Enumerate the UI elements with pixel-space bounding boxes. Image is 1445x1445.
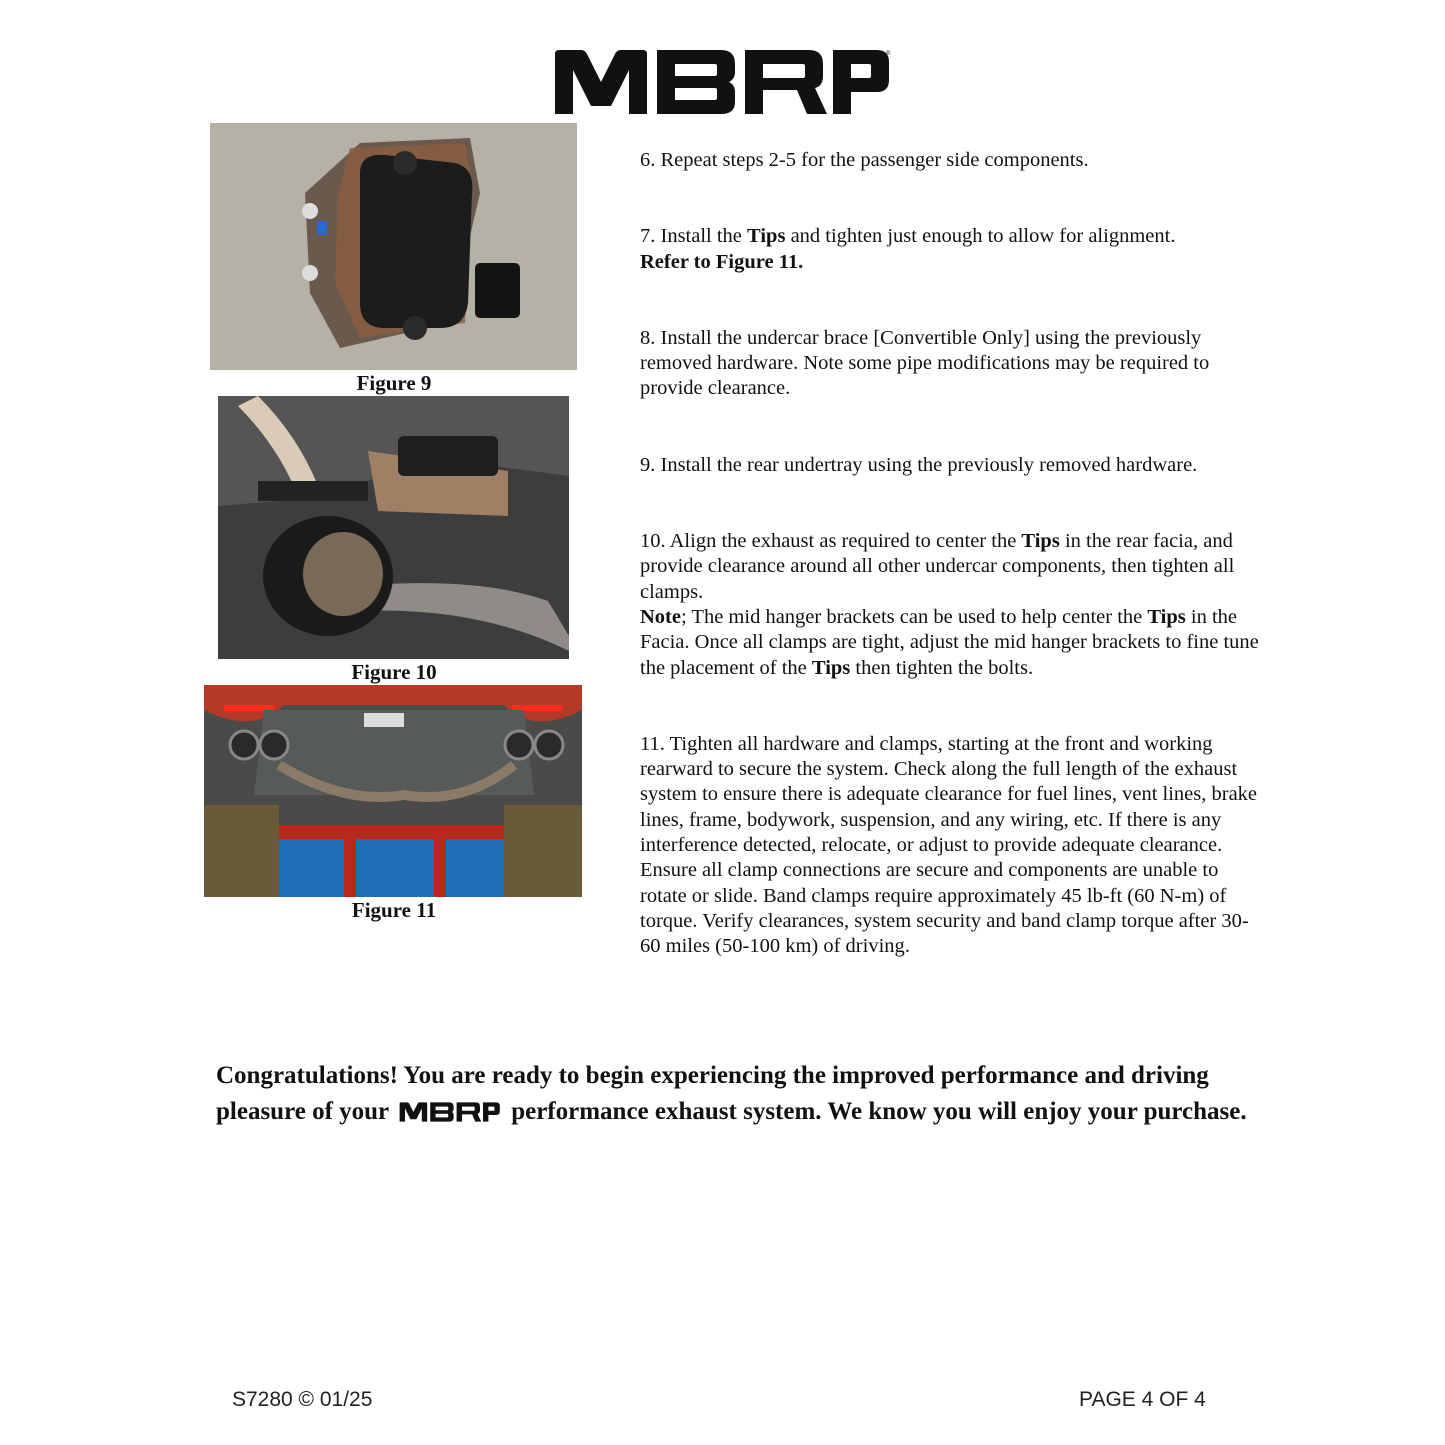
figure-11-caption: Figure 11 <box>351 898 437 922</box>
closing-message: Congratulations! You are ready to begin experiencing the improved performance and driving pleasure of your performance exhaust system. We know you will enjoy your purchase. <box>216 1062 1247 1125</box>
figure-10-photo <box>218 396 569 659</box>
figure-11-photo <box>204 685 582 897</box>
document-code: S7280 © 01/25 <box>232 1388 373 1411</box>
step-9: 9. Install the rear undertray using the previously removed hardware. <box>640 453 1198 476</box>
figure-9-photo <box>210 123 577 370</box>
svg-text:®: ® <box>886 51 891 57</box>
step-8: 8. Install the undercar brace [Convertible Only] using the previously removed hardware. Note some pipe modifications may be required to provide clearance. <box>640 326 1210 400</box>
installation-steps <box>640 148 1260 960</box>
step-10: 10. Align the exhaust as required to center the Tips in the rear facia, and provide clearance around all other undercar components, then tighten all clamps. Note; The mid hanger brackets can be used to help center the Tips in the Facia. Once all clamps are tight, adjust the mid hanger brackets to fine tune the placement of the Tips then tighten the bolts. <box>640 530 1259 679</box>
figure-10-caption: Figure 10 <box>351 660 437 684</box>
figure-9-caption: Figure 9 <box>356 371 432 395</box>
page-number: PAGE 4 OF 4 <box>1079 1388 1206 1411</box>
step-7: 7. Install the Tips and tighten just enough to allow for alignment. Refer to Figure 11. <box>640 225 1176 273</box>
mbrp-logo <box>553 48 893 116</box>
step-6: 6. Repeat steps 2-5 for the passenger side components. <box>640 149 1089 171</box>
mbrp-inline-logo <box>399 1101 501 1123</box>
step-11: 11. Tighten all hardware and clamps, starting at the front and working rearward to secure the system. Check along the full length of the exhaust system to ensure there is adequate clearance for fuel lines, vent lines, brake lines, frame, bodywork, suspension, and any wiring, etc. If there is any interference detected, relocate, or adjust to provide adequate clearance. Ensure all clamp connections are secure and components are unable to rotate or slide. Band clamps require approximately 45 lb-ft (60 N-m) of torque. Verify clearances, system security and band clamp torque after 30-60 miles (50-100 km) of driving. <box>640 732 1258 958</box>
figure-11-reference: Refer to Figure 11. <box>640 250 804 273</box>
